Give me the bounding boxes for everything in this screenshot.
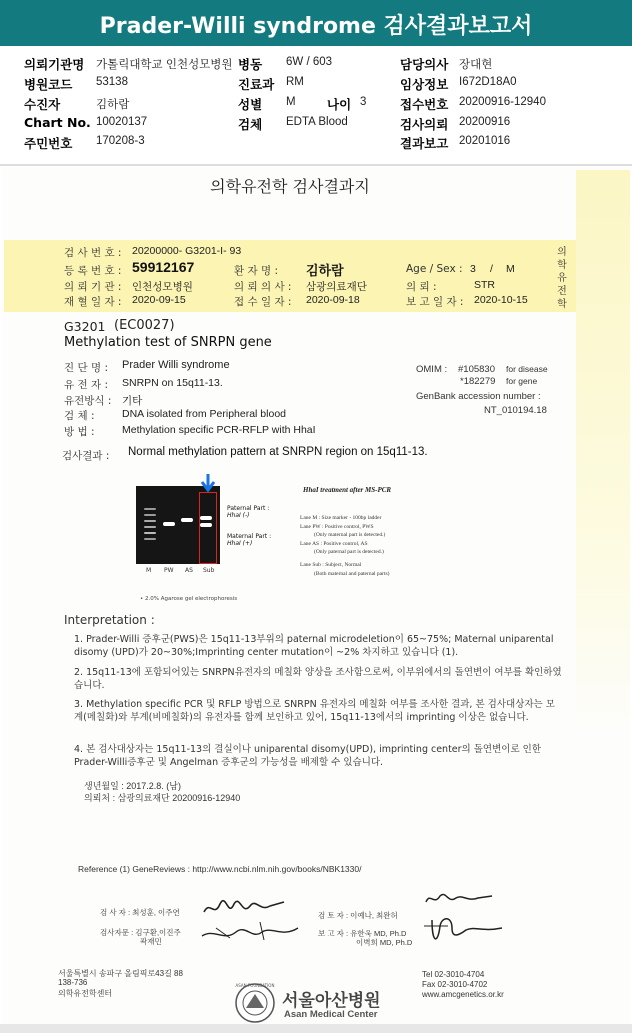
value-department: RM	[286, 76, 304, 88]
interpretation-title: Interpretation :	[64, 613, 155, 627]
genbank-value: NT_010194.18	[484, 405, 547, 416]
advisor-label-2: 곽재민	[140, 937, 162, 946]
value-specimen: EDTA Blood	[286, 116, 348, 128]
value-request-date: 20200916	[459, 116, 511, 128]
address-line: 서울특별시 송파구 올림픽로43길 88	[58, 969, 183, 978]
label-accession: 접수번호	[400, 97, 449, 112]
reviewer-label: 검 토 자 : 이예나, 최완허	[318, 911, 398, 920]
result-value: Normal methylation pattern at SNRPN region on 15q11-13.	[128, 446, 428, 458]
address-line: 138-736	[58, 978, 88, 987]
institution-value: 인천성모병원	[132, 281, 193, 293]
diag-value: Prader Willi syndrome	[122, 359, 230, 371]
reg-no: 59912167	[132, 259, 195, 275]
omim-label: OMIM :	[416, 364, 448, 375]
gene-value: SNRPN on 15q11-13.	[122, 377, 223, 389]
legend-line: (Both maternal and paternal parts)	[314, 570, 390, 577]
gel-caption: • 2.0% Agarose gel electrophoresis	[140, 596, 238, 602]
value-doctor: 장대현	[459, 59, 493, 71]
label-patient: 수진자	[24, 97, 61, 112]
legend-line: (Only paternal part is detected.)	[314, 549, 384, 556]
report-date: 2020-10-15	[474, 294, 528, 306]
lane-label-as: AS	[185, 567, 193, 574]
paternal-sub: HhaI (-)	[227, 512, 250, 519]
label-resident-no: 주민번호	[24, 136, 73, 151]
fax: Fax 02-3010-4702	[422, 980, 488, 989]
maternal-sub: HhaI (+)	[227, 540, 253, 547]
label-clinical-info: 임상정보	[400, 77, 449, 92]
tel: Tel 02-3010-4704	[422, 970, 485, 979]
ref-label: 의 뢰 :	[406, 281, 437, 293]
side-text: 의학유전학	[557, 247, 567, 310]
lane-label-pw: PW	[164, 567, 174, 574]
arrow-down-icon	[200, 474, 216, 494]
reexam-label: 재 혈 일 자 :	[64, 296, 122, 308]
website: www.amcgenetics.or.kr	[422, 990, 504, 999]
lane-label-m: M	[146, 567, 152, 574]
label-sex: 성별	[238, 97, 263, 112]
institution-label: 의 뢰 기 관 :	[64, 281, 122, 293]
interpretation-item: 4. 본 검사대상자는 15q11-13의 결실이나 uniparental disomy(UPD), imprinting center의 돌연변이로 인한 Prader-Willi증후군 및 Angelman 증후군의 가능성을 배제할 수 있습니다.	[74, 744, 542, 768]
address-line: 의학유전학센터	[58, 989, 113, 998]
legend-line: Lane M : Size marker - 100bp ladder	[300, 515, 382, 521]
value-accession: 20200916-12940	[459, 96, 546, 108]
reporter-label-2: 이벽희 MD, Ph.D	[356, 938, 413, 947]
subject-lane-highlight	[199, 492, 217, 564]
omim-disease-for: for disease	[506, 364, 548, 374]
value-institution: 가톨릭대학교 인천성모병원	[96, 59, 233, 71]
value-ward: 6W / 603	[286, 56, 333, 68]
reg-no-label: 등 록 번 호 :	[64, 265, 122, 277]
maternal-label: Maternal Part :	[227, 533, 272, 540]
signature-image	[200, 892, 310, 946]
seal-text: ASAN FOUNDATION	[235, 983, 275, 988]
specimen-value: DNA isolated from Peripheral blood	[122, 408, 287, 420]
tester-label: 검 사 자 : 최성훈, 이주연	[100, 908, 180, 917]
inherit-value: 기타	[122, 395, 143, 407]
requester-value: 삼광의료재단	[306, 281, 367, 293]
reference: Reference (1) GeneReviews : http://www.ncbi.nlm.nih.gov/books/NBK1330/	[78, 864, 362, 874]
report-title: Prader-Willi syndrome 검사결과보고서	[99, 14, 533, 39]
label-ward: 병동	[238, 57, 263, 72]
label-hospital-code: 병원코드	[24, 77, 73, 92]
requester-line: 의뢰처 : 삼광의료재단 20200916-12940	[84, 793, 241, 803]
bottom-strip	[0, 1024, 632, 1033]
value-resident-no: 170208-3	[96, 135, 145, 147]
omim-gene-for: for gene	[506, 376, 538, 386]
interpretation-item: 2. 15q11-13에 포함되어있는 SNRPN유전자의 메칠화 양상을 조사함으로써, 이부위에서의 돌연변이 여부를 확인하였습니다.	[74, 667, 562, 691]
label-chart-no: Chart No.	[24, 115, 91, 130]
inherit-label: 유전방식 :	[64, 395, 112, 407]
omim-gene: *182279	[460, 376, 496, 387]
hospital-name-en: Asan Medical Center	[284, 1009, 378, 1020]
legend-line: Lane Sub : Subject, Normal	[300, 561, 362, 568]
omim-disease: #105830	[458, 364, 495, 375]
value-hospital-code: 53138	[96, 76, 128, 88]
sex-value: M	[506, 263, 515, 275]
gene-label: 유 전 자 :	[64, 379, 108, 391]
test-name: Methylation test of SNRPN gene	[64, 335, 272, 350]
asan-seal-logo	[234, 982, 276, 1024]
advisor-label: 검사자문 : 김구환,이진주	[100, 928, 181, 937]
exam-no-label: 검 사 번 호 :	[64, 247, 122, 259]
test-code: G3201	[64, 319, 106, 334]
legend-line: (Only maternal part is detected.)	[314, 532, 386, 539]
result-label: 검사결과 :	[62, 450, 110, 462]
report-date-label: 보 고 일 자 :	[406, 296, 464, 308]
agesex-label: Age / Sex :	[406, 263, 463, 275]
yellow-margin	[576, 170, 630, 730]
interpretation-item: 1. Prader-Willi 증후군(PWS)은 15q11-13부위의 paternal microdeletion이 65~75%; Maternal uniparental disomy (UPD)가 20~30%;Imprinting center mutation이 ~2% 차지하고 있습니다 (1).	[74, 634, 554, 658]
gel-legend-title: HhaI treatment after MS-PCR	[303, 486, 392, 494]
legend-line: Lane PW : Positive control, PWS	[300, 523, 374, 530]
ref-value: STR	[474, 279, 495, 291]
report-title-bar	[0, 0, 632, 46]
paternal-label: Paternal Part :	[227, 505, 270, 512]
label-age: 나이	[327, 97, 352, 112]
age-value: 3	[470, 263, 476, 275]
diag-label: 진 단 명 :	[64, 362, 108, 374]
method-label: 방 법 :	[64, 426, 95, 438]
value-sex: M	[286, 96, 296, 108]
report-heading: 의학유전학 검사결과지	[210, 177, 370, 196]
label-request-date: 검사의뢰	[400, 117, 449, 132]
reporter-label: 보 고 자 : 유한욱 MD, Ph.D	[318, 929, 407, 938]
exam-no: 20200000- G3201-I- 93	[132, 245, 242, 257]
lane-label-sub: Sub	[203, 567, 215, 574]
requester-label: 의 뢰 의 사 :	[234, 281, 292, 293]
birth-line: 생년월일 : 2017.2.8. (남)	[84, 781, 182, 791]
interpretation-item: 3. Methylation specific PCR 및 RFLP 방법으로 SNRPN 유전자의 메칠화 여부를 조사한 결과, 본 검사대상자는 모계(메칠화)와 부계(비메칠화)의 유전자를 함께 보인하고 있어, 15q11-13에서의 imprinting 이상은 없습니다.	[74, 699, 555, 723]
label-result-date: 결과보고	[400, 136, 449, 151]
received-label: 접 수 일 자 :	[234, 296, 292, 308]
label-department: 진료과	[238, 77, 275, 92]
ec-code: (EC0027)	[114, 318, 175, 333]
label-specimen: 검체	[238, 117, 263, 132]
signature-image	[418, 886, 508, 948]
value-age: 3	[360, 96, 367, 108]
value-chart-no: 10020137	[96, 116, 148, 128]
value-clinical-info: I672D18A0	[459, 76, 517, 88]
method-value: Methylation specific PCR-RFLP with HhaI	[122, 424, 316, 436]
patient-name-label: 환 자 명 :	[234, 265, 278, 277]
received-date: 2020-09-18	[306, 294, 360, 306]
genbank-label: GenBank accession number :	[416, 391, 541, 402]
value-patient: 김하람	[96, 99, 130, 111]
label-institution: 의뢰기관명	[24, 57, 85, 72]
reexam-date: 2020-09-15	[132, 294, 186, 306]
gel-legend	[300, 514, 389, 578]
patient-name: 김하람	[306, 263, 344, 278]
hospital-name-kr: 서울아산병원	[282, 991, 381, 1011]
specimen-label: 검 체 :	[64, 410, 95, 422]
label-doctor: 담당의사	[400, 57, 449, 72]
legend-line: Lane AS : Positive control, AS	[300, 540, 368, 547]
value-result-date: 20201016	[459, 135, 511, 147]
